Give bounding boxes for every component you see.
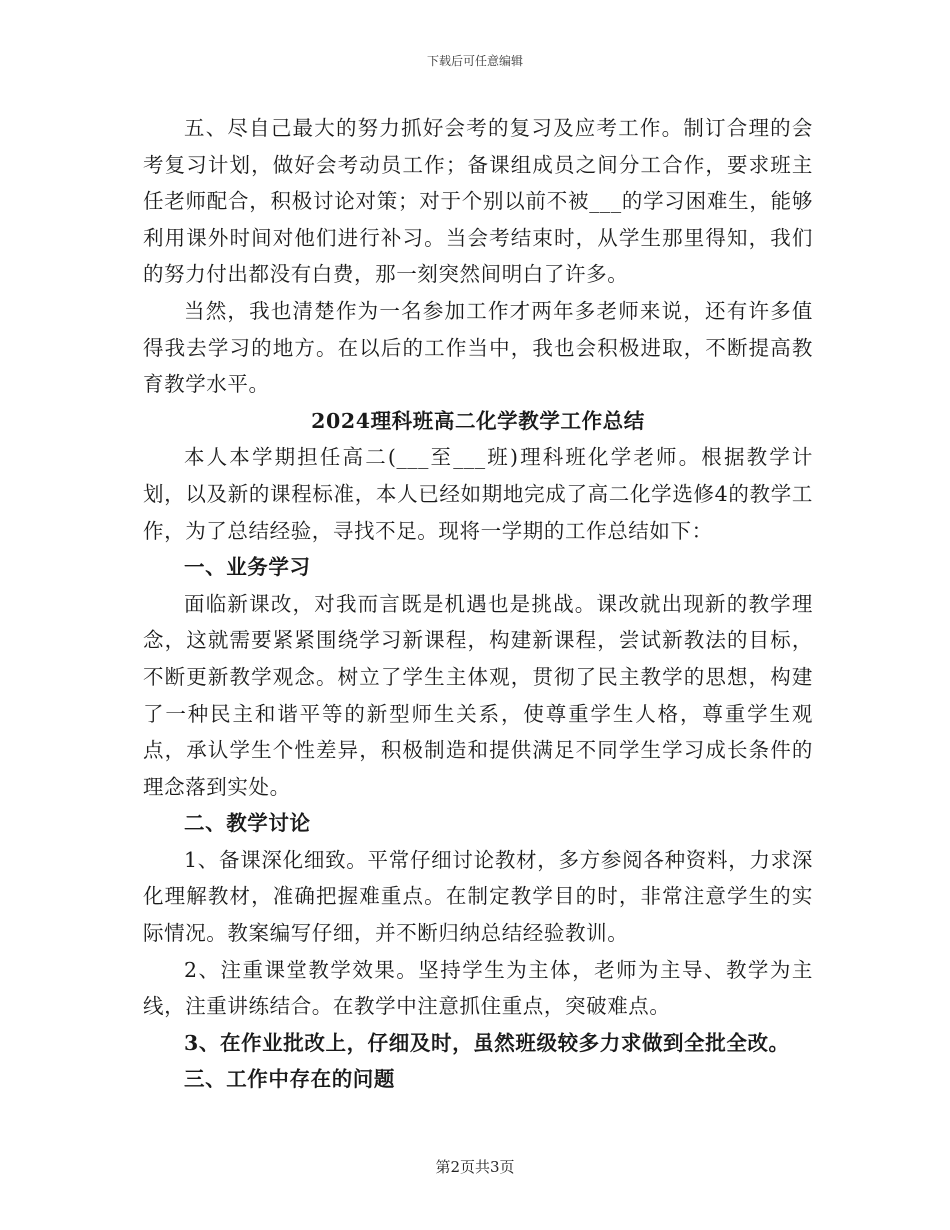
paragraph-exam-review: 五、尽自己最大的努力抓好会考的复习及应考工作。制订合理的会考复习计划，做好会考动员工作；备课组成员之间分工合作，要求班主任老师配合，积极讨论对策；对于个别以前不被___的学习困难生，能够利用课外时间对他们进行补习。当会考结束时，从学生那里得知，我们的努力付出都没有白费，那一刻突然间明白了许多。 bbox=[143, 116, 813, 287]
document-body bbox=[143, 110, 813, 1098]
paragraph-homework-correction: 3、在作业批改上，仔细及时，虽然班级较多力求做到全批全改。 bbox=[184, 1030, 790, 1055]
page-number: 第2页共3页 bbox=[435, 1158, 515, 1176]
section-title: 2024理科班高二化学教学工作总结 bbox=[311, 408, 645, 433]
paragraph-intro: 本人本学期担任高二(___至___班)理科班化学老师。根据教学计划，以及新的课程标准，本人已经如期地完成了高二化学选修4的教学工作，为了总结经验，寻找不足。现将一学期的工作总结如下： bbox=[143, 445, 813, 543]
paragraph-self-improvement: 当然，我也清楚作为一名参加工作才两年多老师来说，还有许多值得我去学习的地方。在以后的工作当中，我也会积极进取，不断提高教育教学水平。 bbox=[143, 298, 813, 397]
paragraph-classroom-effect: 2、注重课堂教学效果。坚持学生为主体，老师为主导、教学为主线，注重讲练结合。在教学中注意抓住重点，突破难点。 bbox=[143, 957, 813, 1019]
heading-problems: 三、工作中存在的问题 bbox=[184, 1067, 395, 1092]
download-note: 下载后可任意编辑 bbox=[426, 54, 523, 68]
heading-teaching-discussion: 二、教学讨论 bbox=[184, 811, 311, 836]
paragraph-new-curriculum: 面临新课改，对我而言既是机遇也是挑战。课改就出现新的教学理念，这就需要紧紧围绕学习新课程，构建新课程，尝试新教法的目标，不断更新教学观念。树立了学生主体观，贯彻了民主教学的思想，构建了一种民主和谐平等的新型师生关系，使尊重学生人格，尊重学生观点，承认学生个性差异，积极制造和提供满足不同学生学习成长条件的理念落到实处。 bbox=[143, 591, 813, 799]
paragraph-lesson-prep: 1、备课深化细致。平常仔细讨论教材，多方参阅各种资料，力求深化理解教材，准确把握难重点。在制定教学目的时，非常注意学生的实际情况。教案编写仔细，并不断归纳总结经验教训。 bbox=[143, 847, 813, 946]
heading-professional-study: 一、业务学习 bbox=[184, 555, 311, 580]
